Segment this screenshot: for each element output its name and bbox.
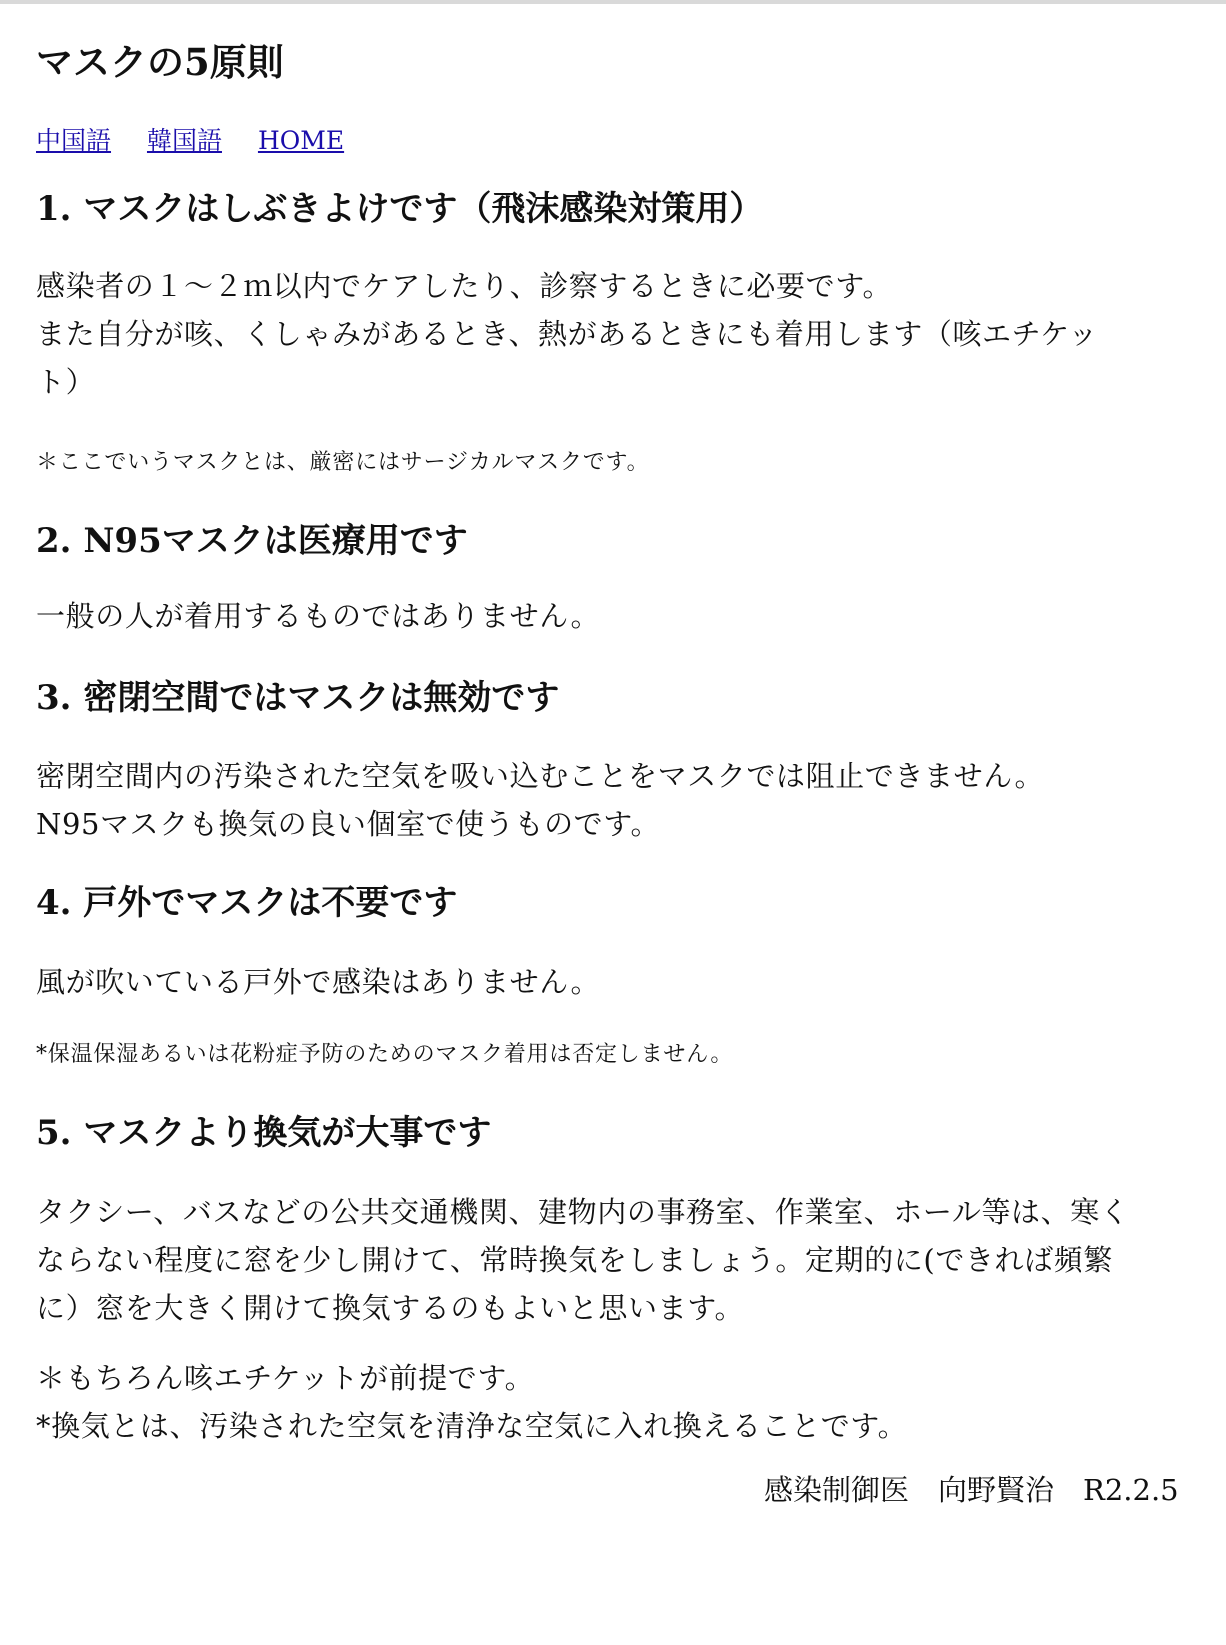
section-3-body xyxy=(36,752,1044,848)
section-1-line-1: 感染者の１～２ｍ以内でケアしたり、診察するときに必要です。 xyxy=(36,269,893,303)
section-4-note: *保温保湿あるいは花粉症予防のためのマスク着用は否定しません。 xyxy=(36,1042,734,1067)
link-korean[interactable]: 韓国語 xyxy=(146,126,222,155)
section-2-body xyxy=(36,592,600,640)
section-3-heading: 3. 密閉空間ではマスクは無効です xyxy=(36,678,560,718)
section-1-body xyxy=(36,262,1098,406)
section-1-line-2: また自分が咳、くしゃみがあるとき、熱があるときにも着用します（咳エチケッ xyxy=(36,317,1098,351)
section-5-note-1: ＊もちろん咳エチケットが前提です。 xyxy=(36,1361,535,1395)
section-5-line-1: タクシー、バスなどの公共交通機関、建物内の事務室、作業室、ホール等は、寒く xyxy=(36,1195,1130,1229)
link-home[interactable]: HOME xyxy=(257,126,345,155)
section-3-line-2: N95マスクも換気の良い個室で使うものです。 xyxy=(36,807,661,841)
section-1-note: ＊ここでいうマスクとは、厳密にはサージカルマスクです。 xyxy=(36,450,650,475)
section-5-body xyxy=(36,1188,1129,1332)
top-border xyxy=(0,0,1226,4)
language-nav xyxy=(36,124,372,158)
section-5-heading: 5. マスクより換気が大事です xyxy=(36,1113,492,1153)
link-chinese[interactable]: 中国語 xyxy=(36,126,112,155)
section-1-heading: 1. マスクはしぶきよけです（飛沫感染対策用） xyxy=(36,189,764,229)
section-3-line-1: 密閉空間内の汚染された空気を吸い込むことをマスクでは阻止できません。 xyxy=(36,759,1045,793)
section-4-body xyxy=(36,958,600,1006)
section-4-heading: 4. 戸外でマスクは不要です xyxy=(36,883,458,923)
section-5-line-3: に）窓を大きく開けて換気するのもよいと思います。 xyxy=(36,1291,745,1325)
section-4-line-1: 風が吹いている戸外で感染はありません。 xyxy=(36,965,601,999)
section-5-note-2: *換気とは、汚染された空気を清浄な空気に入れ換えることです。 xyxy=(36,1409,908,1443)
section-5-notes xyxy=(36,1354,907,1450)
section-1-line-3: ト） xyxy=(36,365,96,399)
section-5-line-2: ならない程度に窓を少し開けて、常時換気をしましょう。定期的に(できれば頻繁 xyxy=(36,1243,1113,1277)
section-2-line-1: 一般の人が着用するものではありません。 xyxy=(36,599,601,633)
section-2-heading: 2. N95マスクは医療用です xyxy=(36,521,468,561)
signature: 感染制御医 向野賢治 R2.2.5 xyxy=(764,1473,1179,1507)
page-title: マスクの5原則 xyxy=(36,40,284,84)
